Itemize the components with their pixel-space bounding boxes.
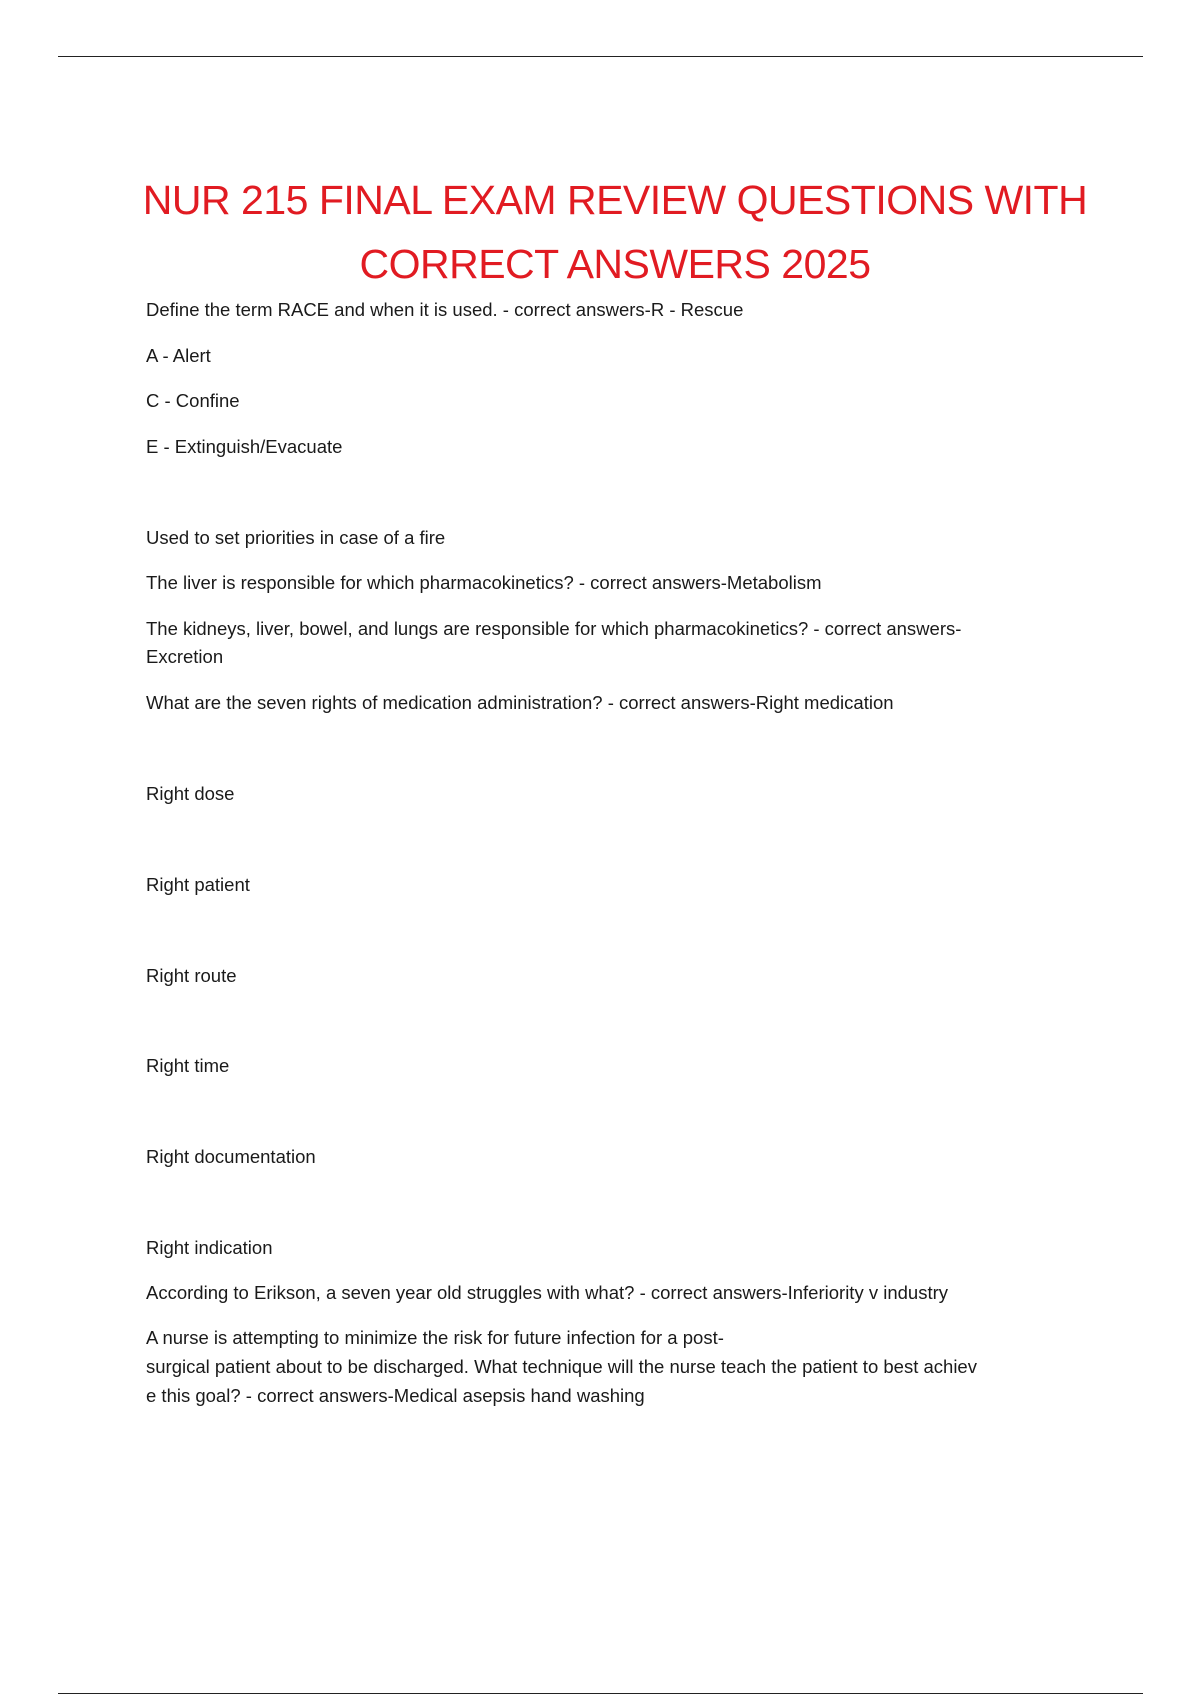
page-title: [120, 168, 1110, 296]
question-erikson: According to Erikson, a seven year old struggles with what? - correct answers-Inferiority v industry: [146, 1282, 948, 1303]
question-race: Define the term RACE and when it is used. - correct answers-R - Rescue: [146, 299, 744, 320]
race-item-extinguish: E - Extinguish/Evacuate: [146, 436, 343, 457]
bottom-rule: [58, 1693, 1143, 1694]
question-seven-rights: What are the seven rights of medication administration? - correct answers-Right medication: [146, 692, 894, 713]
right-patient: Right patient: [146, 874, 250, 895]
title-line-1: NUR 215 FINAL EXAM REVIEW QUESTIONS WITH: [142, 177, 1088, 223]
right-time: Right time: [146, 1055, 230, 1076]
question-infection-line-1: A nurse is attempting to minimize the risk for future infection for a post-: [146, 1327, 724, 1348]
question-kidneys: The kidneys, liver, bowel, and lungs are responsible for which pharmacokinetics? - correct answers-: [146, 618, 962, 639]
right-dose: Right dose: [146, 783, 235, 804]
race-usage: Used to set priorities in case of a fire: [146, 527, 446, 548]
answer-excretion: Excretion: [146, 646, 224, 667]
race-item-alert: A - Alert: [146, 345, 211, 366]
right-route: Right route: [146, 965, 237, 986]
right-indication: Right indication: [146, 1237, 273, 1258]
question-infection-line-2: surgical patient about to be discharged. What technique will the nurse teach the patient to best achiev: [146, 1356, 977, 1377]
question-infection-line-3: e this goal? - correct answers-Medical asepsis hand washing: [146, 1385, 645, 1406]
right-documentation: Right documentation: [146, 1146, 316, 1167]
question-liver: The liver is responsible for which pharmacokinetics? - correct answers-Metabolism: [146, 572, 822, 593]
title-line-2: CORRECT ANSWERS 2025: [359, 241, 871, 287]
top-rule: [58, 56, 1143, 57]
race-item-confine: C - Confine: [146, 390, 240, 411]
